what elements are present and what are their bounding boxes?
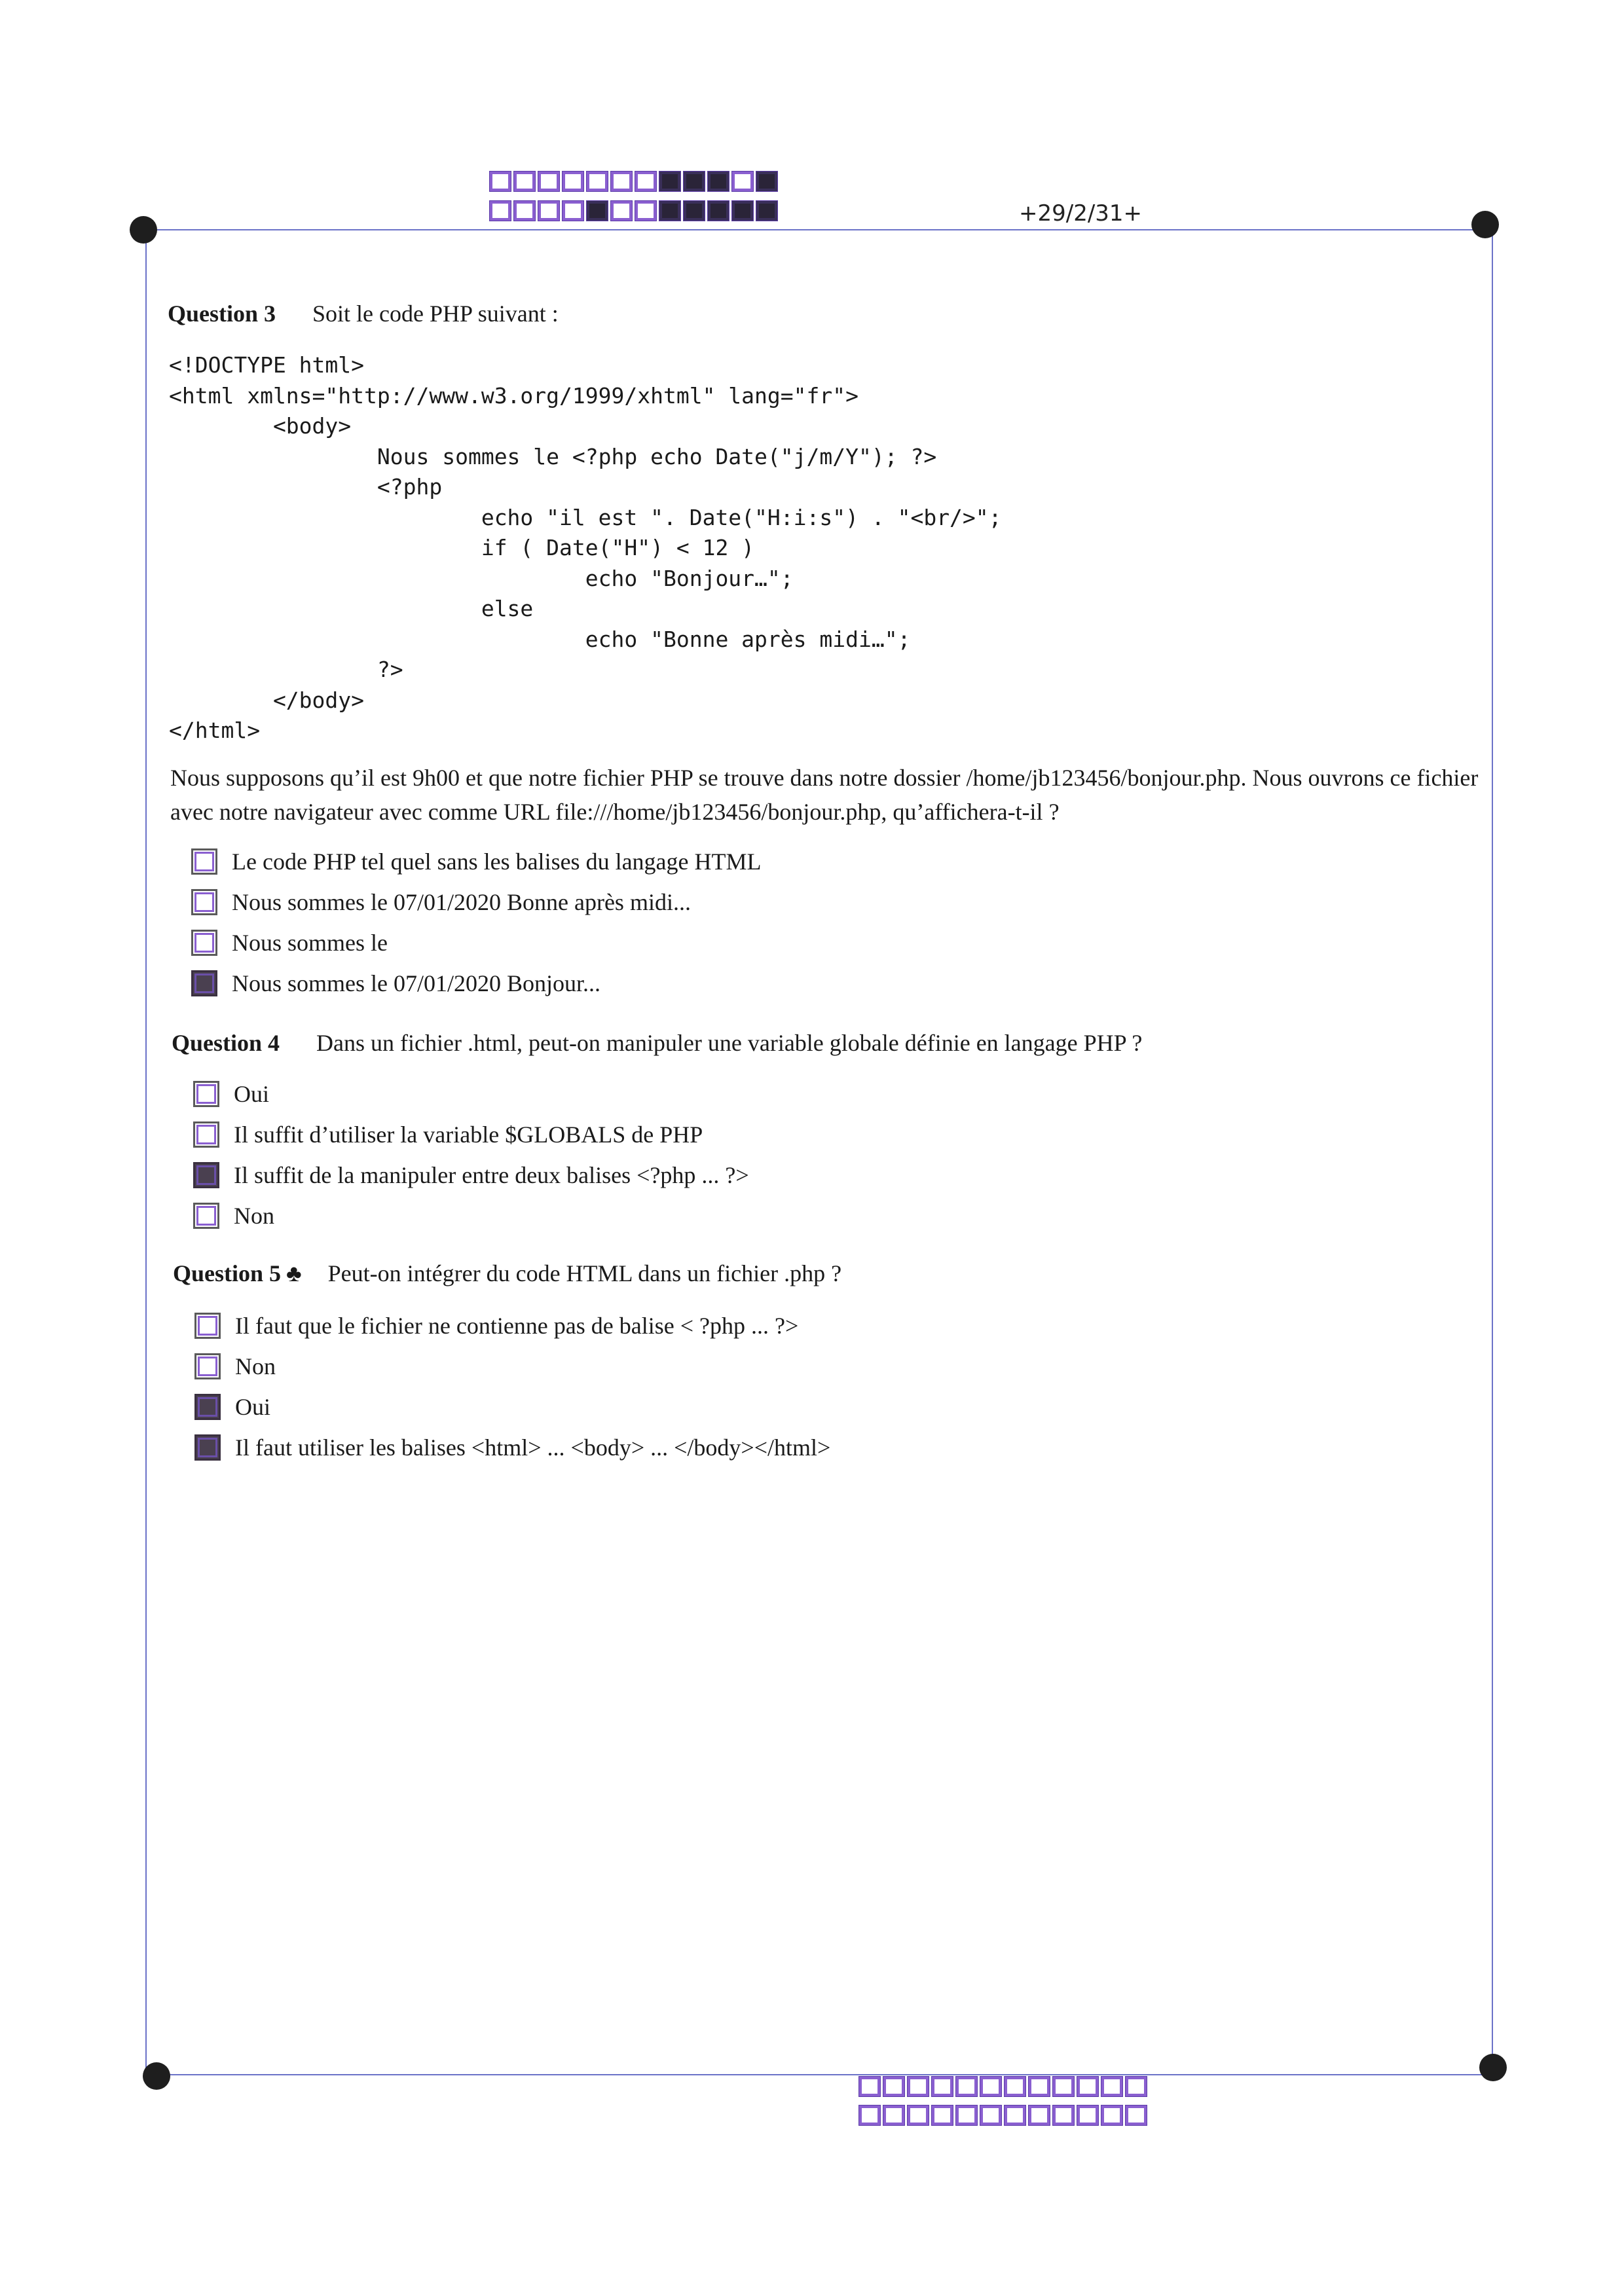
page-id: +29/2/31+ [1019, 200, 1143, 227]
question-label: Question 4 [172, 1030, 280, 1056]
id-strip-cell [1053, 2105, 1074, 2125]
id-strip-cell [1005, 2077, 1025, 2096]
id-strip-cell [756, 172, 777, 191]
id-strip-cell [708, 172, 729, 191]
option-label: Oui [234, 1081, 269, 1107]
q3-option-2[interactable] [191, 888, 691, 916]
php-code-block: <!DOCTYPE html> <html xmlns="http://www.w3.org/1999/xhtml" lang="fr"> <body> Nous sommes le <?php echo Date("j/m/Y"); ?> <?php echo "il est ". Date("H:i:s") . "<br/>"; if ( Date("H") < 12 ) echo "Bonjour…"; else echo "Bonne après midi…"; ?> </body> </html> [169, 352, 1002, 743]
checkbox[interactable] [193, 1203, 219, 1229]
id-strip-cell [980, 2105, 1001, 2125]
id-strip-cell [932, 2077, 953, 2096]
id-strip-cell [1126, 2077, 1147, 2096]
checkbox[interactable] [194, 1353, 221, 1379]
q5-option-2[interactable] [194, 1353, 276, 1380]
id-strip-cell [563, 201, 583, 221]
q3-option-3[interactable] [191, 929, 388, 957]
id-strip-cell [538, 201, 559, 221]
id-strip-cell [514, 172, 535, 191]
id-strip-cell [587, 172, 608, 191]
checkbox[interactable] [191, 889, 217, 915]
id-strip-cell [956, 2077, 977, 2096]
id-strip-cell [756, 201, 777, 221]
registration-mark-bottom-right [1479, 2054, 1507, 2081]
checkbox[interactable] [193, 1121, 219, 1148]
id-strip-cell [859, 2105, 880, 2125]
id-strip-cell [883, 2105, 904, 2125]
id-strip-cell [1053, 2077, 1074, 2096]
question-3-paragraph: Nous supposons qu’il est 9h00 et que notre fichier PHP se trouve dans notre dossier /home/jb123456/bonjour.php. Nous ouvrons ce fichier avec notre navigateur avec comme URL file:///home/jb123456/bonjour.php, qu’affichera-t-il ? [170, 765, 1479, 825]
id-strip-cell [611, 172, 632, 191]
q5-option-4[interactable] [194, 1434, 830, 1461]
q4-option-4[interactable] [193, 1202, 274, 1230]
option-label: Nous sommes le 07/01/2020 Bonjour... [232, 970, 601, 996]
id-strip-cell [514, 201, 535, 221]
checkbox[interactable] [193, 1081, 219, 1107]
id-strip-cell [732, 201, 753, 221]
question-3-header [168, 300, 559, 327]
option-label: Oui [235, 1394, 270, 1420]
id-strip-cell [1029, 2077, 1050, 2096]
q4-option-3[interactable] [193, 1161, 749, 1189]
id-strip-cell [684, 172, 705, 191]
student-id-strip-bottom-1 [859, 2077, 1150, 2096]
option-label: Il faut que le fichier ne contienne pas de balise < ?php ... ?> [235, 1313, 799, 1339]
id-strip-cell [956, 2105, 977, 2125]
id-strip-cell [1077, 2105, 1098, 2125]
option-label: Nous sommes le [232, 930, 388, 956]
option-label: Le code PHP tel quel sans les balises du langage HTML [232, 848, 762, 875]
question-text: Soit le code PHP suivant : [312, 301, 559, 327]
option-label: Il suffit de la manipuler entre deux balises <?php ... ?> [234, 1162, 749, 1188]
id-strip-cell [732, 172, 753, 191]
option-label: Nous sommes le 07/01/2020 Bonne après midi... [232, 889, 691, 915]
id-strip-cell [1077, 2077, 1098, 2096]
checkbox[interactable] [191, 848, 217, 875]
option-label: Il faut utiliser les balises <html> ... <body> ... </body></html> [235, 1434, 831, 1461]
id-strip-cell [635, 201, 656, 221]
registration-mark-top-left [130, 216, 157, 244]
id-strip-cell [563, 172, 583, 191]
q4-option-1[interactable] [193, 1080, 269, 1108]
id-strip-cell [635, 172, 656, 191]
q3-option-1[interactable] [191, 848, 762, 875]
q5-option-1[interactable] [194, 1312, 798, 1339]
registration-mark-bottom-left [143, 2062, 170, 2090]
id-strip-cell [538, 172, 559, 191]
question-label: Question 5 [173, 1260, 282, 1286]
id-strip-cell [1005, 2105, 1025, 2125]
id-strip-cell [1029, 2105, 1050, 2125]
id-strip-cell [611, 201, 632, 221]
question-text: Dans un fichier .html, peut-on manipuler une variable globale définie en langage PHP ? [316, 1030, 1143, 1056]
id-strip-cell [932, 2105, 953, 2125]
q3-option-4[interactable] [191, 970, 600, 997]
id-strip-cell [908, 2077, 929, 2096]
id-strip-cell [684, 201, 705, 221]
checkbox[interactable] [194, 1313, 221, 1339]
student-id-strip-bottom-2 [859, 2105, 1150, 2125]
checkbox[interactable] [194, 1394, 221, 1420]
id-strip-cell [908, 2105, 929, 2125]
id-strip-cell [587, 201, 608, 221]
q4-option-2[interactable] [193, 1121, 703, 1148]
checkbox[interactable] [191, 930, 217, 956]
id-strip-cell [980, 2077, 1001, 2096]
id-strip-cell [708, 201, 729, 221]
club-icon: ♣ [286, 1260, 302, 1286]
student-id-strip-top-1 [490, 172, 781, 191]
id-strip-cell [859, 2077, 880, 2096]
id-strip-cell [1126, 2105, 1147, 2125]
question-label: Question 3 [168, 301, 276, 327]
id-strip-cell [659, 172, 680, 191]
question-4-header [172, 1029, 1142, 1057]
question-5-header [173, 1260, 841, 1287]
student-id-strip-top-2 [490, 201, 781, 221]
option-label: Non [235, 1353, 276, 1379]
id-strip-cell [1101, 2105, 1122, 2125]
id-strip-cell [1101, 2077, 1122, 2096]
q5-option-3[interactable] [194, 1393, 270, 1421]
option-label: Il suffit d’utiliser la variable $GLOBALS de PHP [234, 1121, 703, 1148]
option-label: Non [234, 1203, 274, 1229]
checkbox[interactable] [194, 1434, 221, 1461]
question-text: Peut-on intégrer du code HTML dans un fichier .php ? [327, 1260, 842, 1286]
checkbox[interactable] [193, 1162, 219, 1188]
id-strip-cell [659, 201, 680, 221]
id-strip-cell [490, 201, 511, 221]
id-strip-cell [883, 2077, 904, 2096]
id-strip-cell [490, 172, 511, 191]
registration-mark-top-right [1471, 211, 1499, 238]
checkbox[interactable] [191, 970, 217, 996]
